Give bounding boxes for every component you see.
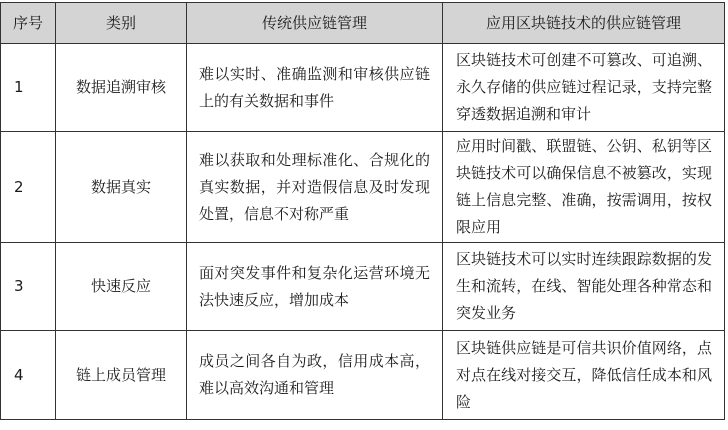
- row-blockchain: 区块链技术可创建不可篡改、可追溯、永久存储的供应链过程记录，支持完整穿透数据追溯和审计: [443, 44, 725, 132]
- row-traditional: 成员之间各自为政，信用成本高，难以高效沟通和管理: [187, 331, 443, 420]
- row-traditional: 面对突发事件和复杂化运营环境无法快速反应，增加成本: [187, 243, 443, 331]
- table-row: [1, 132, 725, 243]
- row-blockchain: 区块链技术可以实时连续跟踪数据的发生和流转，在线、智能处理各种常态和突发业务: [443, 243, 725, 331]
- row-category: 数据真实: [56, 132, 187, 243]
- row-number: 3: [1, 243, 56, 331]
- comparison-table: [0, 2, 725, 420]
- table-row: [1, 331, 725, 420]
- header-traditional: 传统供应链管理: [187, 3, 443, 44]
- row-blockchain: 应用时间戳、联盟链、公钥、私钥等区块链技术可以确保信息不被篡改，实现链上信息完整、准确，按需调用，按权限应用: [443, 132, 725, 243]
- row-blockchain: 区块链供应链是可信共识价值网络，点对点在线对接交互，降低信任成本和风险: [443, 331, 725, 420]
- header-no: 序号: [1, 3, 56, 44]
- row-number: 4: [1, 331, 56, 420]
- header-blockchain: 应用区块链技术的供应链管理: [443, 3, 725, 44]
- row-category: 快速反应: [56, 243, 187, 331]
- row-number: 1: [1, 44, 56, 132]
- row-number: 2: [1, 132, 56, 243]
- header-row: [1, 3, 725, 44]
- row-traditional: 难以实时、准确监测和审核供应链上的有关数据和事件: [187, 44, 443, 132]
- table-row: [1, 44, 725, 132]
- table-body: [1, 44, 725, 420]
- header-category: 类别: [56, 3, 187, 44]
- row-traditional: 难以获取和处理标准化、合规化的真实数据，并对造假信息及时发现处置，信息不对称严重: [187, 132, 443, 243]
- table-header: [1, 3, 725, 44]
- row-category: 数据追溯审核: [56, 44, 187, 132]
- table-row: [1, 243, 725, 331]
- row-category: 链上成员管理: [56, 331, 187, 420]
